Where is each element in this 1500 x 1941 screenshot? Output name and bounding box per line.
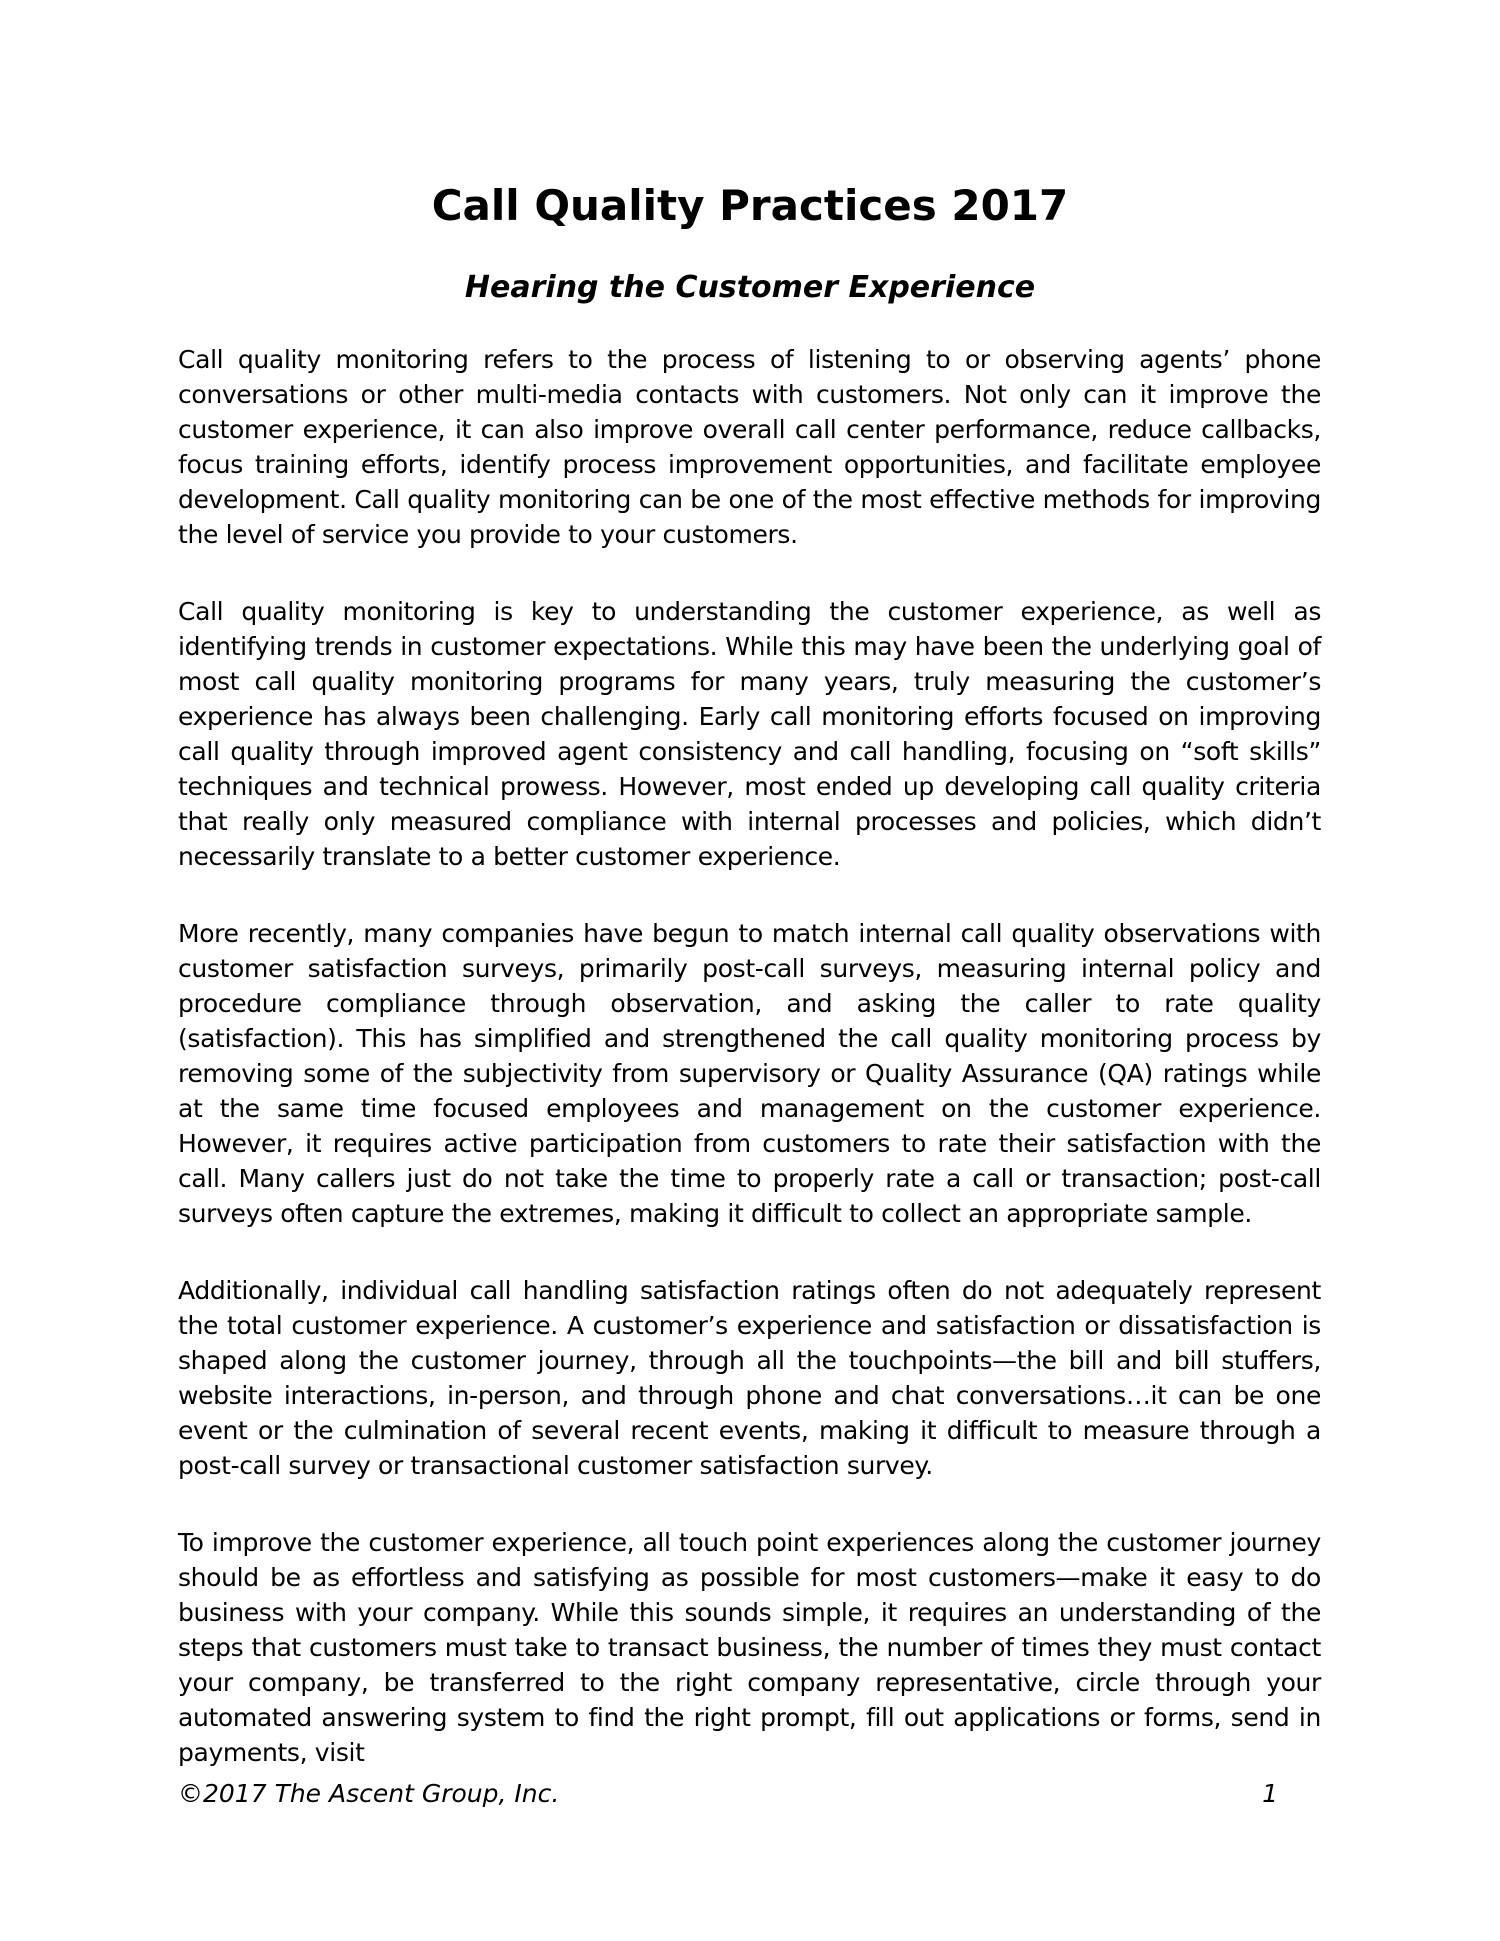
paragraph: To improve the customer experience, all touch point experiences along the customer journey should be as effortless and satisfying as possible for most customers—make it easy to do business with your company. While this sounds simple, it requires an understanding of the steps that customers must take to transact business, the number of times they must contact your company, be transferred to the right company representative, circle through your automated answering system to find the right prompt, fill out applications or forms, send in payments, visit [178, 1528, 1321, 1767]
body-text [178, 342, 1321, 1812]
paragraph: More recently, many companies have begun to match internal call quality observations with customer satisfaction surveys, primarily post-call surveys, measuring internal policy and procedure compliance through observation, and asking the caller to rate quality (satisfaction). This has simplified and strengthened the call quality monitoring process by removing some of the subjectivity from supervisory or Quality Assurance (QA) ratings while at the same time focused employees and management on the customer experience. However, it requires active participation from customers to rate their satisfaction with the call. Many callers just do not take the time to properly rate a call or transaction; post-call surveys often capture the extremes, making it difficult to collect an appropriate sample. [178, 919, 1321, 1228]
paragraph: Additionally, individual call handling satisfaction ratings often do not adequately represent the total customer experience. A customer’s experience and satisfaction or dissatisfaction is shaped along the customer journey, through all the touchpoints—the bill and bill stuffers, website interactions, in-person, and through phone and chat conversations…it can be one event or the culmination of several recent events, making it difficult to measure through a post-call survey or transactional customer satisfaction survey. [178, 1276, 1321, 1480]
page-subtitle: Hearing the Customer Experience [464, 270, 1036, 305]
footer-page-number: 1 [1262, 1779, 1278, 1808]
page-footer [178, 1776, 1278, 1816]
footer-copyright: ©2017 The Ascent Group, Inc. [178, 1779, 560, 1808]
paragraph: Call quality monitoring is key to understanding the customer experience, as well as identifying trends in customer expectations. While this may have been the underlying goal of most call quality monitoring programs for many years, truly measuring the customer’s experience has always been challenging. Early call monitoring efforts focused on improving call quality through improved agent consistency and call handling, focusing on “soft skills” techniques and technical prowess. However, most ended up developing call quality criteria that really only measured compliance with internal processes and policies, which didn’t necessarily translate to a better customer experience. [178, 597, 1321, 871]
paragraph: Call quality monitoring refers to the process of listening to or observing agents’ phone conversations or other multi-media contacts with customers. Not only can it improve the customer experience, it can also improve overall call center performance, reduce callbacks, focus training efforts, identify process improvement opportunities, and facilitate employee development. Call quality monitoring can be one of the most effective methods for improving the level of service you provide to your customers. [178, 345, 1321, 549]
page-title: Call Quality Practices 2017 [431, 181, 1069, 230]
